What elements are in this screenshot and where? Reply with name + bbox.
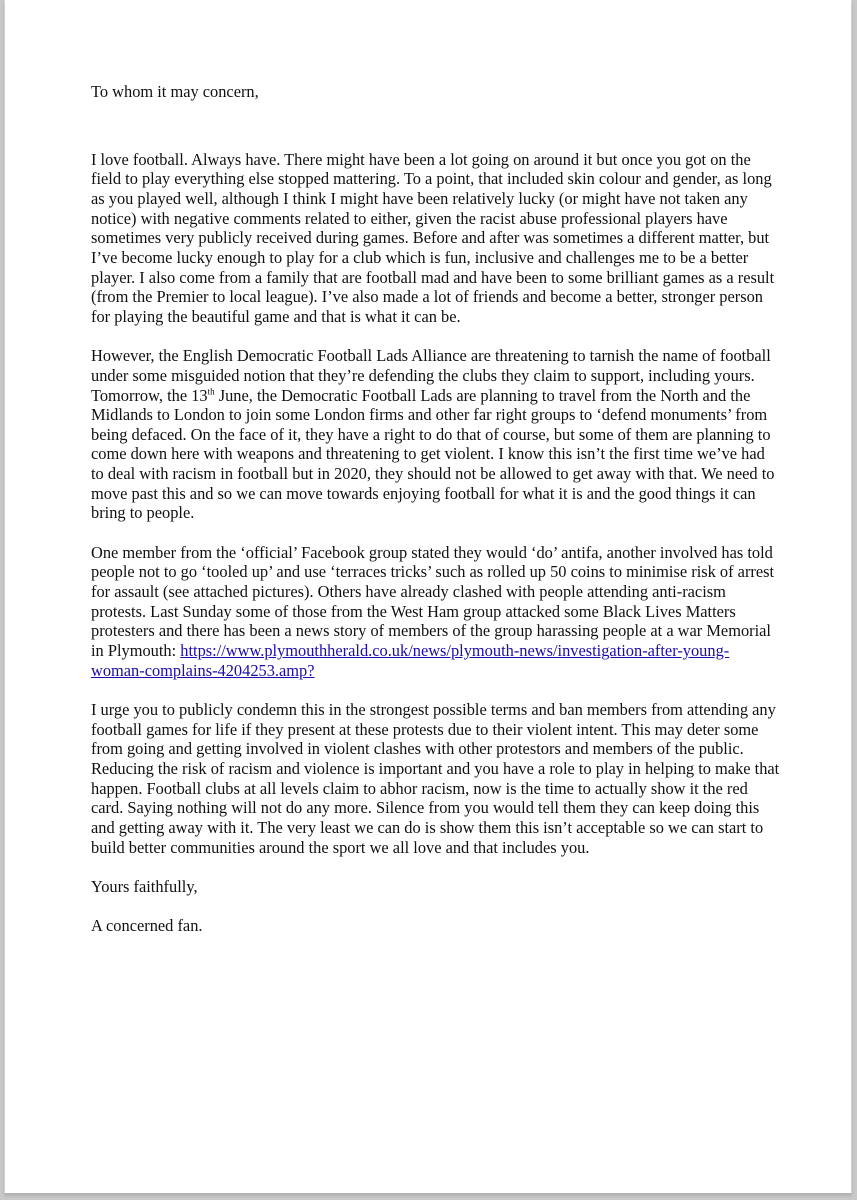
paragraph-3-text: One member from the ‘official’ Facebook group stated they would ‘do’ antifa, another involved has told people not to go ‘tooled up’ and use ‘terraces tricks’ such as rolled up 50 coins to minimise risk of arrest for assault (see attached pictures). Others have already clashed with people attending anti-racism protests. Last Sunday some of those from the West Ham group attacked some Black Lives Matters protesters and there has been a news story of members of the group harassing people at a war Memorial in Plymouth: [91, 542, 775, 661]
paragraph-4: I urge you to publicly condemn this in the strongest possible terms and ban members from attending any football games for life if they present at these protests due to their violent intent. This may deter some from going and getting involved in violent clashes with other protestors and members of the public. Reducing the risk of racism and violence is important and you have a role to play in helping to make that happen. Football clubs at all levels claim to abhor racism, now is the time to actually show it the red card. Saying nothing will not do any more. Silence from you would tell them they can keep doing this and getting away with it. The very least we can do is show them this isn’t acceptable so we can start to build better communities around the sport we all love and that includes you. [91, 699, 780, 857]
paragraph-2-text-start: However, the English Democratic Football Lads Alliance are threatening to tarnish the name of football under some misguided notion that they’re defending the clubs they claim to support, including yours. Tomorrow, the 13 [91, 346, 771, 405]
paragraph-2-text-end: June, the Democratic Football Lads are planning to travel from the North and the Midlands to London to join some London firms and other far right groups to ‘defend monuments’ from being defaced. On the face of it, they have a right to do that of course, but some of them are planning to come down here with weapons and threatening to get violent. I know this isn’t the first time we’ve had to deal with racism in football but in 2020, they should not be allowed to get away with that. We need to move past this and so we can move towards enjoying football for what it is and the good things it can bring to people. [91, 385, 775, 523]
news-link[interactable]: https://www.plymouthherald.co.uk/news/plymouth-news/investigation-after-young-woman-complains-4204253.amp? [91, 641, 730, 680]
paragraph-3 [91, 543, 781, 681]
salutation: To whom it may concern, [91, 82, 259, 101]
closing: Yours faithfully, [91, 876, 198, 896]
document-page [4, 0, 852, 1193]
letter-body [91, 82, 781, 936]
paragraph-2 [91, 346, 781, 523]
signature: A concerned fan. [91, 916, 203, 936]
ordinal-suffix: th [207, 386, 215, 397]
paragraph-1: I love football. Always have. There might have been a lot going on around it but once you got on the field to play everything else stopped mattering. To a point, that included skin colour and gender, as long as you played well, although I think I might have been relatively lucky (or might have not taken any notice) with negative comments related to either, given the racist abuse professional players have sometimes very publicly received during games. Before and after was sometimes a different matter, but I’ve become lucky enough to play for a club which is fun, inclusive and challenges me to be a better player. I also come from a family that are football mad and have been to some brilliant games as a result (from the Premier to local league). I’ve also made a lot of friends and become a better, stronger person for playing the beautiful game and that is what it can be. [91, 149, 775, 326]
